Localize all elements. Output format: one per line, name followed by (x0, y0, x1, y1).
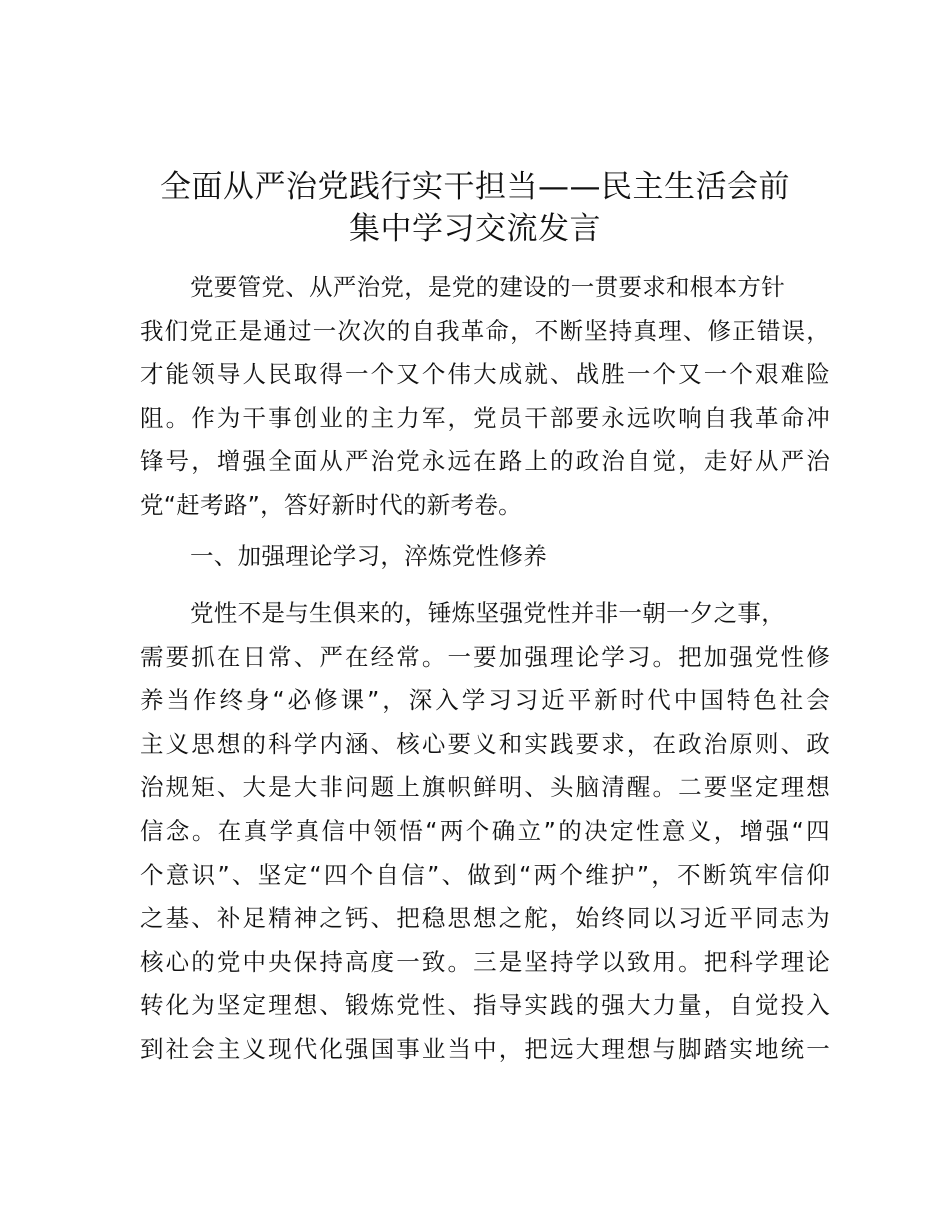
text-line: 信念。在真学真信中领悟“两个确立”的决定性意义，增强“四 (140, 816, 830, 845)
text-line: 转化为坚定理想、锻炼党性、指导实践的强大力量，自觉投入 (140, 991, 830, 1020)
text-line: 阻。作为干事创业的主力军，党员干部要永远吹响自我革命冲 (140, 403, 830, 432)
text-line: 党性不是与生俱来的，锤炼坚强党性并非一朝一夕之事， (190, 599, 785, 627)
text-line: 到社会主义现代化强国事业当中，把远大理想与脚踏实地统一 (140, 1034, 830, 1063)
text-line: 养当作终身“必修课”，深入学习习近平新时代中国特色社会 (140, 686, 830, 715)
title-line: 全面从严治党践行实干担当——民主生活会前 (160, 169, 790, 205)
text-line: 个意识”、坚定“四个自信”、做到“两个维护”，不断筑牢信仰 (140, 860, 830, 889)
text-line: 之基、补足精神之钙、把稳思想之舵，始终同以习近平同志为 (140, 904, 830, 933)
text-line: 党要管党、从严治党，是党的建设的一贯要求和根本方针 (190, 273, 785, 301)
text-line: 我们党正是通过一次次的自我革命，不断坚持真理、修正错误， (140, 316, 830, 345)
text-line: 治规矩、大是大非问题上旗帜鲜明、头脑清醒。二要坚定理想 (140, 773, 830, 802)
paragraph-section1 (140, 592, 830, 1072)
text-line: 主义思想的科学内涵、核心要义和实践要求，在政治原则、政 (140, 729, 830, 758)
section-heading (140, 535, 830, 579)
text-line: 锋号，增强全面从严治党永远在路上的政治自觉，走好从严治 (140, 447, 830, 476)
paragraph-intro (140, 266, 830, 528)
text-line: 核心的党中央保持高度一致。三是坚持学以致用。把科学理论 (140, 947, 830, 976)
document-title (120, 166, 830, 250)
text-line: 党“赶考路”，答好新时代的新考卷。 (140, 490, 522, 519)
text-line: 才能领导人民取得一个又个伟大成就、战胜一个又一个艰难险 (140, 360, 830, 389)
text-line: 需要抓在日常、严在经常。一要加强理论学习。把加强党性修 (140, 642, 830, 671)
title-line: 集中学习交流发言 (349, 211, 601, 247)
section-heading-text: 一、加强理论学习，淬炼党性修养 (190, 542, 547, 570)
